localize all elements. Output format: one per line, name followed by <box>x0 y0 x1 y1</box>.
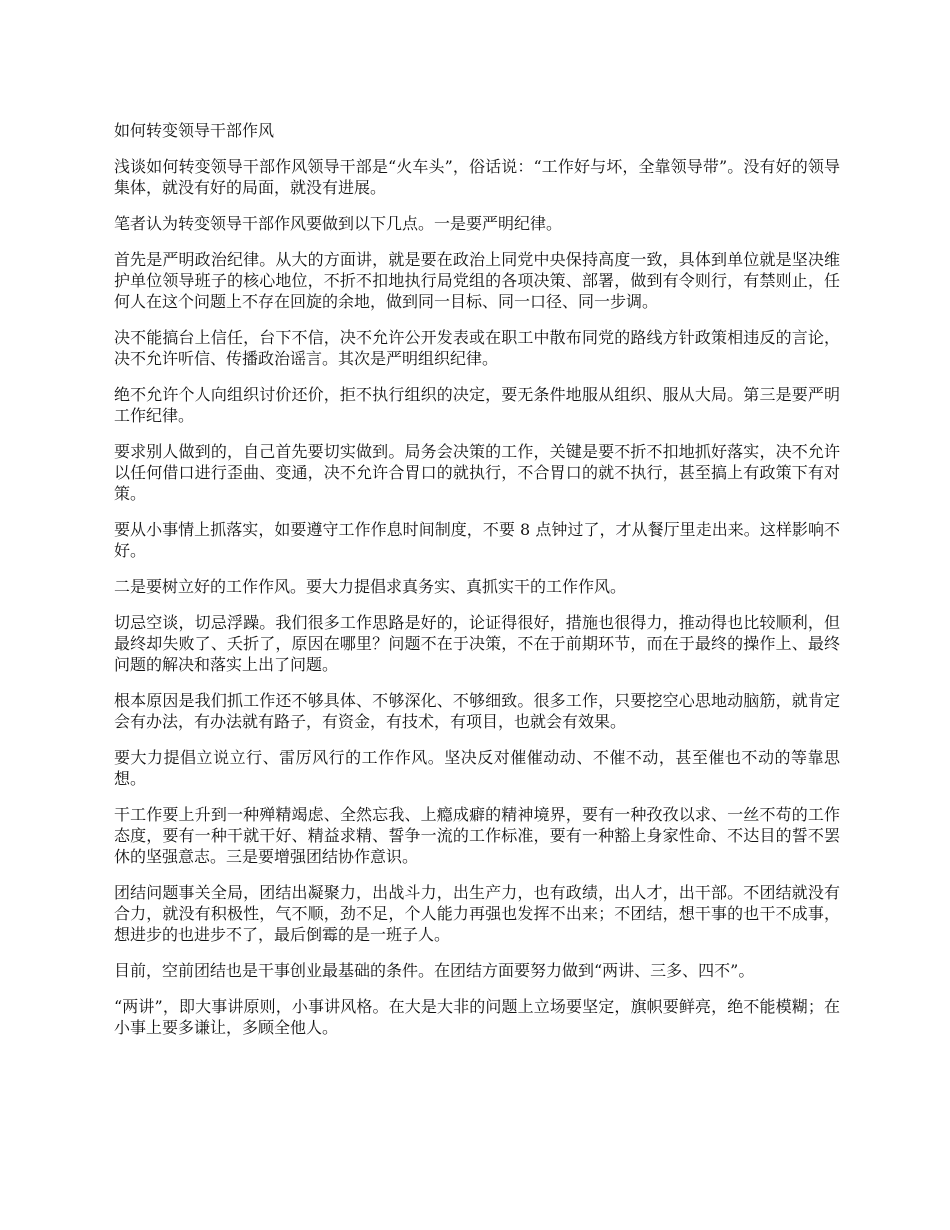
paragraph: 切忌空谈，切忌浮躁。我们很多工作思路是好的，论证得很好，措施也很得力，推动得也比较顺利，但最终却失败了、夭折了，原因在哪里？问题不在于决策，不在于前期环节，而在于最终的操作上、最终问题的解决和落实上出了问题。 <box>114 613 840 674</box>
paragraph: 二是要树立好的工作作风。要大力提倡求真务实、真抓实干的工作作风。 <box>114 577 627 596</box>
paragraph: 团结问题事关全局，团结出凝聚力，出战斗力，出生产力，也有政绩，出人才，出干部。不团结就没有合力，就没有积极性，气不顺，劲不足，个人能力再强也发挥不出来；不团结，想干事的也干不成事，想进步的也进步不了，最后倒霉的是一班子人。 <box>114 883 840 944</box>
paragraph: 根本原因是我们抓工作还不够具体、不够深化、不够细致。很多工作，只要挖空心思地动脑筋，就肯定会有办法，有办法就有路子，有资金，有技术，有项目，也就会有效果。 <box>114 691 840 731</box>
document-body <box>114 120 840 1053</box>
paragraph: 干工作要上升到一种殚精竭虑、全然忘我、上瘾成癖的精神境界，要有一种孜孜以求、一丝不苟的工作态度，要有一种干就干好、精益求精、誓争一流的工作标准，要有一种豁上身家性命、不达目的誓不罢休的坚强意志。三是要增强团结协作意识。 <box>114 805 840 866</box>
paragraph: 要求别人做到的，自己首先要切实做到。局务会决策的工作，关键是要不折不扣地抓好落实，决不允许以任何借口进行歪曲、变通，决不允许合胃口的就执行，不合胃口的就不执行，甚至搞上有政策下有对策。 <box>114 442 840 503</box>
paragraph: 浅谈如何转变领导干部作风领导干部是“火车头”，俗话说：“工作好与坏，全靠领导带”。没有好的领导集体，就没有好的局面，就没有进展。 <box>114 157 840 197</box>
document-title: 如何转变领导干部作风 <box>114 121 275 140</box>
paragraph: 绝不允许个人向组织讨价还价，拒不执行组织的决定，要无条件地服从组织、服从大局。第三是要严明工作纪律。 <box>114 385 840 425</box>
paragraph: “两讲”，即大事讲原则，小事讲风格。在大是大非的问题上立场要坚定，旗帜要鲜亮，绝不能模糊；在小事上要多谦让，多顾全他人。 <box>114 997 840 1037</box>
paragraph: 要从小事情上抓落实，如要遵守工作作息时间制度，不要 8 点钟过了，才从餐厅里走出来。这样影响不好。 <box>114 520 840 560</box>
paragraph: 首先是严明政治纪律。从大的方面讲，就是要在政治上同党中央保持高度一致，具体到单位就是坚决维护单位领导班子的核心地位，不折不扣地执行局党组的各项决策、部署，做到有令则行，有禁则止，任何人在这个问题上不存在回旋的余地，做到同一目标、同一口径、同一步调。 <box>114 250 840 311</box>
paragraph: 目前，空前团结也是干事创业最基础的条件。在团结方面要努力做到“两讲、三多、四不”。 <box>114 961 755 980</box>
paragraph: 笔者认为转变领导干部作风要做到以下几点。一是要严明纪律。 <box>114 214 563 233</box>
paragraph: 要大力提倡立说立行、雷厉风行的工作作风。坚决反对催催动动、不催不动，甚至催也不动的等靠思想。 <box>114 748 840 788</box>
paragraph: 决不能搞台上信任，台下不信，决不允许公开发表或在职工中散布同党的路线方针政策相违反的言论，决不允许听信、传播政治谣言。其次是严明组织纪律。 <box>114 328 840 368</box>
